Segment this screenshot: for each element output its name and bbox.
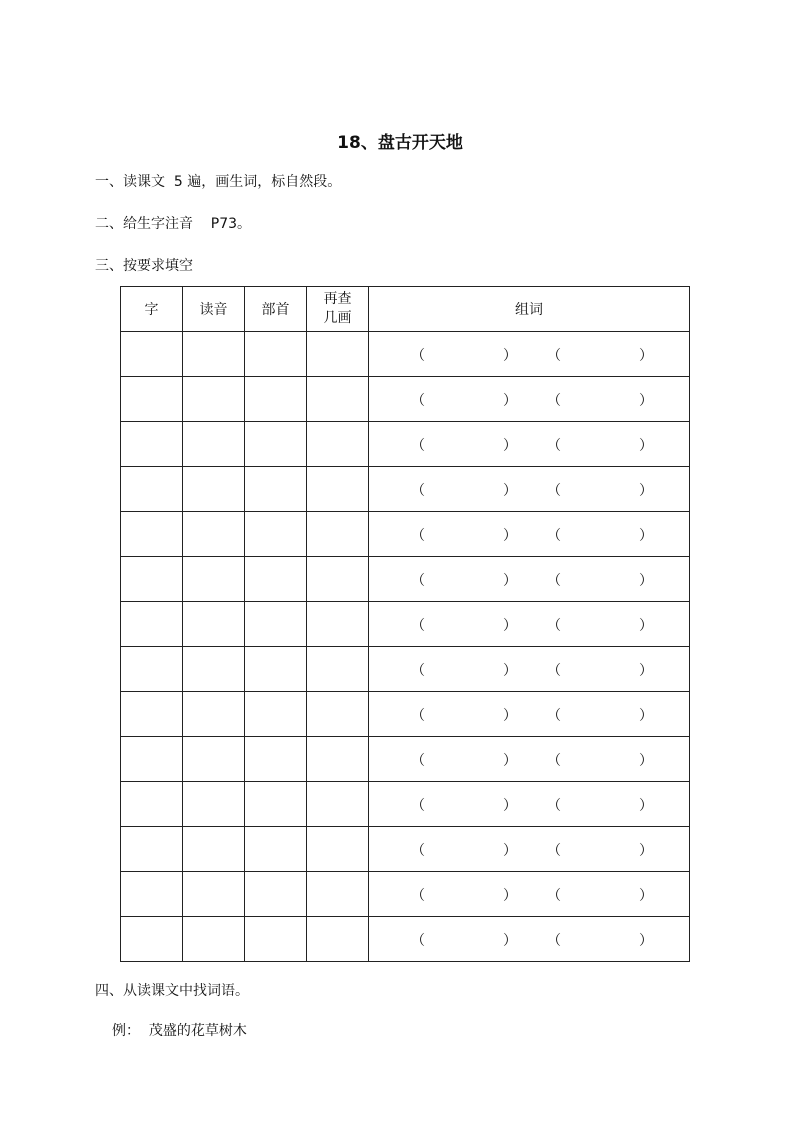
close-paren: ） bbox=[639, 528, 653, 544]
cell-radical[interactable] bbox=[245, 512, 307, 557]
close-paren: ） bbox=[503, 618, 517, 634]
word-blanks bbox=[369, 692, 689, 736]
cell-pronunciation[interactable] bbox=[183, 377, 245, 422]
cell-words[interactable] bbox=[369, 827, 690, 872]
cell-words[interactable] bbox=[369, 467, 690, 512]
open-paren: （ bbox=[411, 663, 425, 679]
table-header-row bbox=[121, 287, 690, 332]
table-row bbox=[121, 332, 690, 377]
open-paren: （ bbox=[547, 528, 561, 544]
close-paren: ） bbox=[503, 573, 517, 589]
word-blanks bbox=[369, 782, 689, 826]
close-paren: ） bbox=[639, 753, 653, 769]
table-row bbox=[121, 917, 690, 962]
table-row bbox=[121, 422, 690, 467]
cell-radical[interactable] bbox=[245, 692, 307, 737]
open-paren: （ bbox=[411, 573, 425, 589]
cell-strokes[interactable] bbox=[307, 872, 369, 917]
cell-char[interactable] bbox=[121, 917, 183, 962]
close-paren: ） bbox=[639, 798, 653, 814]
close-paren: ） bbox=[639, 438, 653, 454]
close-paren: ） bbox=[503, 663, 517, 679]
close-paren: ） bbox=[503, 348, 517, 364]
open-paren: （ bbox=[547, 798, 561, 814]
cell-char[interactable] bbox=[121, 332, 183, 377]
cell-words[interactable] bbox=[369, 512, 690, 557]
word-blanks bbox=[369, 737, 689, 781]
table-row bbox=[121, 827, 690, 872]
open-paren: （ bbox=[411, 348, 425, 364]
cell-char[interactable] bbox=[121, 422, 183, 467]
cell-pronunciation[interactable] bbox=[183, 782, 245, 827]
close-paren: ） bbox=[639, 933, 653, 949]
cell-words[interactable] bbox=[369, 872, 690, 917]
cell-radical[interactable] bbox=[245, 332, 307, 377]
header-pronunciation: 读音 bbox=[183, 287, 245, 332]
cell-radical[interactable] bbox=[245, 827, 307, 872]
open-paren: （ bbox=[411, 528, 425, 544]
open-paren: （ bbox=[547, 438, 561, 454]
cell-pronunciation[interactable] bbox=[183, 422, 245, 467]
open-paren: （ bbox=[547, 708, 561, 724]
cell-words[interactable] bbox=[369, 422, 690, 467]
cell-radical[interactable] bbox=[245, 557, 307, 602]
open-paren: （ bbox=[411, 843, 425, 859]
header-strokes-line1: 再查 bbox=[323, 291, 352, 307]
close-paren: ） bbox=[639, 393, 653, 409]
cell-char[interactable] bbox=[121, 647, 183, 692]
cell-radical[interactable] bbox=[245, 422, 307, 467]
cell-radical[interactable] bbox=[245, 602, 307, 647]
cell-strokes[interactable] bbox=[307, 467, 369, 512]
cell-pronunciation[interactable] bbox=[183, 872, 245, 917]
cell-radical[interactable] bbox=[245, 377, 307, 422]
cell-char[interactable] bbox=[121, 872, 183, 917]
page-title: 18、盘古开天地 bbox=[337, 133, 463, 153]
word-blanks bbox=[369, 332, 689, 376]
close-paren: ） bbox=[503, 528, 517, 544]
open-paren: （ bbox=[547, 393, 561, 409]
open-paren: （ bbox=[547, 483, 561, 499]
cell-pronunciation[interactable] bbox=[183, 737, 245, 782]
open-paren: （ bbox=[411, 888, 425, 904]
cell-strokes[interactable] bbox=[307, 827, 369, 872]
word-blanks bbox=[369, 602, 689, 646]
cell-radical[interactable] bbox=[245, 917, 307, 962]
header-strokes-line2: 几画 bbox=[323, 310, 352, 326]
open-paren: （ bbox=[547, 888, 561, 904]
cell-pronunciation[interactable] bbox=[183, 602, 245, 647]
cell-strokes[interactable] bbox=[307, 422, 369, 467]
header-words: 组词 bbox=[369, 287, 690, 332]
close-paren: ） bbox=[503, 483, 517, 499]
close-paren: ） bbox=[503, 438, 517, 454]
word-blanks bbox=[369, 422, 689, 466]
open-paren: （ bbox=[547, 618, 561, 634]
open-paren: （ bbox=[411, 933, 425, 949]
cell-radical[interactable] bbox=[245, 737, 307, 782]
open-paren: （ bbox=[547, 348, 561, 364]
cell-strokes[interactable] bbox=[307, 782, 369, 827]
word-blanks bbox=[369, 557, 689, 601]
cell-strokes[interactable] bbox=[307, 332, 369, 377]
cell-strokes[interactable] bbox=[307, 512, 369, 557]
cell-char[interactable] bbox=[121, 512, 183, 557]
close-paren: ） bbox=[639, 843, 653, 859]
table-row bbox=[121, 557, 690, 602]
open-paren: （ bbox=[411, 618, 425, 634]
cell-char[interactable] bbox=[121, 692, 183, 737]
cell-strokes[interactable] bbox=[307, 917, 369, 962]
cell-pronunciation[interactable] bbox=[183, 332, 245, 377]
cell-char[interactable] bbox=[121, 827, 183, 872]
character-table bbox=[120, 286, 690, 962]
example-text: 例： 茂盛的花草树木 bbox=[112, 1023, 247, 1039]
header-char: 字 bbox=[121, 287, 183, 332]
cell-words[interactable] bbox=[369, 782, 690, 827]
cell-pronunciation[interactable] bbox=[183, 647, 245, 692]
cell-pronunciation[interactable] bbox=[183, 512, 245, 557]
close-paren: ） bbox=[503, 753, 517, 769]
table-row bbox=[121, 872, 690, 917]
open-paren: （ bbox=[411, 798, 425, 814]
table-row bbox=[121, 737, 690, 782]
open-paren: （ bbox=[411, 438, 425, 454]
cell-radical[interactable] bbox=[245, 782, 307, 827]
open-paren: （ bbox=[547, 933, 561, 949]
close-paren: ） bbox=[639, 888, 653, 904]
word-blanks bbox=[369, 647, 689, 691]
cell-pronunciation[interactable] bbox=[183, 467, 245, 512]
cell-strokes[interactable] bbox=[307, 557, 369, 602]
word-blanks bbox=[369, 917, 689, 961]
open-paren: （ bbox=[411, 708, 425, 724]
close-paren: ） bbox=[639, 573, 653, 589]
cell-radical[interactable] bbox=[245, 872, 307, 917]
cell-strokes[interactable] bbox=[307, 647, 369, 692]
open-paren: （ bbox=[547, 573, 561, 589]
header-radical: 部首 bbox=[245, 287, 307, 332]
table-row bbox=[121, 377, 690, 422]
cell-char[interactable] bbox=[121, 602, 183, 647]
cell-pronunciation[interactable] bbox=[183, 692, 245, 737]
instruction-read-text: 一、读课文 5 遍，画生词，标自然段。 bbox=[95, 174, 342, 190]
close-paren: ） bbox=[503, 393, 517, 409]
cell-char[interactable] bbox=[121, 467, 183, 512]
instruction-find-words: 四、从读课文中找词语。 bbox=[95, 983, 249, 999]
cell-words[interactable] bbox=[369, 917, 690, 962]
table-row bbox=[121, 467, 690, 512]
close-paren: ） bbox=[503, 798, 517, 814]
close-paren: ） bbox=[639, 348, 653, 364]
cell-char[interactable] bbox=[121, 557, 183, 602]
table-row bbox=[121, 782, 690, 827]
close-paren: ） bbox=[639, 618, 653, 634]
cell-words[interactable] bbox=[369, 377, 690, 422]
table-row bbox=[121, 692, 690, 737]
open-paren: （ bbox=[411, 483, 425, 499]
cell-words[interactable] bbox=[369, 557, 690, 602]
open-paren: （ bbox=[411, 393, 425, 409]
cell-words[interactable] bbox=[369, 602, 690, 647]
cell-char[interactable] bbox=[121, 737, 183, 782]
cell-strokes[interactable] bbox=[307, 377, 369, 422]
open-paren: （ bbox=[547, 663, 561, 679]
word-blanks bbox=[369, 377, 689, 421]
instruction-pinyin: 二、给生字注音 P73。 bbox=[95, 216, 252, 232]
open-paren: （ bbox=[411, 753, 425, 769]
close-paren: ） bbox=[503, 933, 517, 949]
header-strokes bbox=[307, 287, 369, 332]
cell-char[interactable] bbox=[121, 377, 183, 422]
close-paren: ） bbox=[639, 663, 653, 679]
cell-words[interactable] bbox=[369, 332, 690, 377]
cell-strokes[interactable] bbox=[307, 737, 369, 782]
table-row bbox=[121, 647, 690, 692]
cell-radical[interactable] bbox=[245, 647, 307, 692]
word-blanks bbox=[369, 512, 689, 556]
cell-strokes[interactable] bbox=[307, 602, 369, 647]
cell-words[interactable] bbox=[369, 737, 690, 782]
close-paren: ） bbox=[503, 708, 517, 724]
cell-char[interactable] bbox=[121, 782, 183, 827]
cell-pronunciation[interactable] bbox=[183, 557, 245, 602]
cell-words[interactable] bbox=[369, 692, 690, 737]
cell-pronunciation[interactable] bbox=[183, 827, 245, 872]
open-paren: （ bbox=[547, 843, 561, 859]
word-blanks bbox=[369, 827, 689, 871]
cell-pronunciation[interactable] bbox=[183, 917, 245, 962]
close-paren: ） bbox=[639, 483, 653, 499]
close-paren: ） bbox=[503, 843, 517, 859]
table-row bbox=[121, 602, 690, 647]
cell-strokes[interactable] bbox=[307, 692, 369, 737]
close-paren: ） bbox=[503, 888, 517, 904]
cell-radical[interactable] bbox=[245, 467, 307, 512]
close-paren: ） bbox=[639, 708, 653, 724]
cell-words[interactable] bbox=[369, 647, 690, 692]
open-paren: （ bbox=[547, 753, 561, 769]
word-blanks bbox=[369, 872, 689, 916]
word-blanks bbox=[369, 467, 689, 511]
instruction-fill-table: 三、按要求填空 bbox=[95, 258, 193, 274]
table-row bbox=[121, 512, 690, 557]
